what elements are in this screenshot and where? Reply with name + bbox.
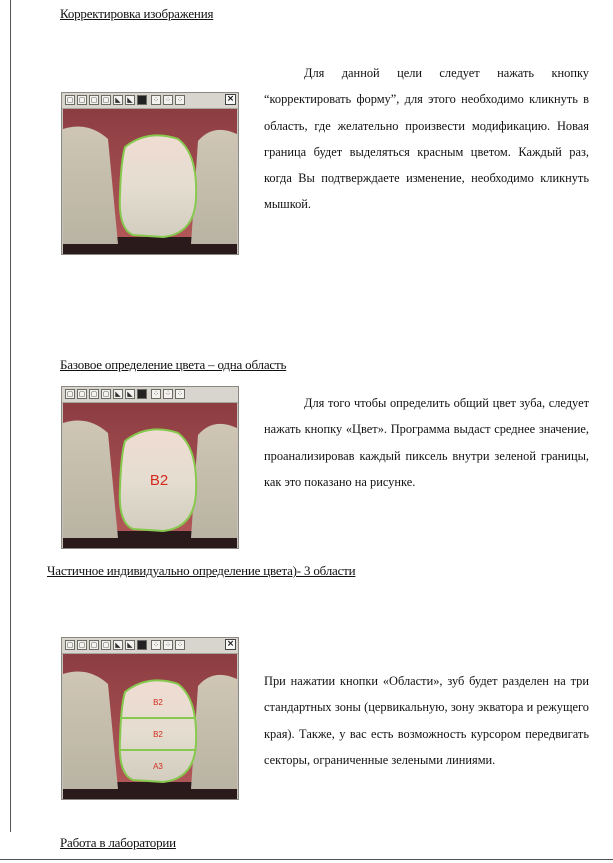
dots-icon[interactable]: ⁘: [175, 95, 185, 105]
black-square-icon[interactable]: [137, 640, 147, 650]
tooth-icon[interactable]: ▢: [78, 390, 86, 398]
paragraph-base-color: Для того чтобы определить общий цвет зуба, следует нажать кнопку «Цвет». Программа выдаст среднее значение, проанализировав каждый пиксель внутри зеленой границы, как это показано на рисунке.: [264, 396, 589, 489]
heading-base-color: Базовое определение цвета – одна область: [60, 357, 287, 372]
tooth-icon[interactable]: ▢: [78, 96, 86, 104]
tooth-icon[interactable]: ▢: [90, 390, 98, 398]
screenshot-three-zones: [61, 637, 239, 800]
dots-icon[interactable]: ⁘: [163, 389, 173, 399]
paragraph-partial-color: При нажатии кнопки «Области», зуб будет разделен на три стандартных зоны (цервикальную, зону экватора и режущего края). Также, у вас есть возможность курсором передвигать секторы, ограниченные зелеными линиями.: [264, 674, 589, 767]
chart-icon[interactable]: ◣: [113, 95, 123, 105]
close-icon[interactable]: ×: [226, 94, 235, 104]
screenshot-base-color: [61, 386, 239, 549]
screenshot-correction: [61, 92, 239, 255]
dots-icon[interactable]: ⁘: [163, 640, 173, 650]
black-square-icon[interactable]: [137, 95, 147, 105]
tooth-photo: [63, 403, 237, 548]
dots-icon[interactable]: ⁘: [163, 95, 173, 105]
tooth-icon[interactable]: ▢: [102, 641, 110, 649]
tooth-icon[interactable]: ▢: [78, 641, 86, 649]
tooth-icon[interactable]: ▢: [66, 641, 74, 649]
page-margin-line: [10, 0, 11, 832]
tooth-icon[interactable]: ▢: [102, 390, 110, 398]
zone-label-cervical: B2: [153, 698, 163, 707]
chart-icon[interactable]: ◣: [125, 389, 135, 399]
dots-icon[interactable]: ⁘: [151, 640, 161, 650]
close-icon[interactable]: ×: [226, 639, 235, 649]
heading-lab-work: Работа в лаборатории: [60, 835, 176, 850]
chart-icon[interactable]: ◣: [113, 640, 123, 650]
tooth-icon[interactable]: ▢: [90, 96, 98, 104]
heading-image-correction: Корректировка изображения: [60, 6, 214, 21]
tooth-icon[interactable]: ▢: [102, 96, 110, 104]
dots-icon[interactable]: ⁘: [175, 640, 185, 650]
chart-icon[interactable]: ◣: [125, 640, 135, 650]
tooth-icon[interactable]: ▢: [66, 96, 74, 104]
toolbar: [62, 93, 238, 109]
chart-icon[interactable]: ◣: [125, 95, 135, 105]
dots-icon[interactable]: ⁘: [151, 95, 161, 105]
page-bottom-line: [0, 859, 613, 860]
chart-icon[interactable]: ◣: [113, 389, 123, 399]
tooth-icon[interactable]: ▢: [66, 390, 74, 398]
toolbar: [62, 638, 238, 654]
dots-icon[interactable]: ⁘: [151, 389, 161, 399]
zone-label-incisal: A3: [153, 762, 163, 771]
shade-label: B2: [149, 472, 169, 489]
zone-label-equator: B2: [153, 730, 163, 739]
tooth-photo: [63, 654, 237, 799]
heading-partial-color: Частичное индивидуально определение цвета)- 3 области: [47, 563, 356, 578]
tooth-photo: [63, 109, 237, 254]
dots-icon[interactable]: ⁘: [175, 389, 185, 399]
tooth-icon[interactable]: ▢: [90, 641, 98, 649]
paragraph-image-correction: Для данной цели следует нажать кнопку “корректировать форму”, для этого необходимо кликнуть в область, где желательно произвести модификацию. Новая граница будет выделяться красным цветом. Каждый раз, когда Вы подтверждаете изменение, необходимо кликнуть мышкой.: [264, 66, 589, 212]
black-square-icon[interactable]: [137, 389, 147, 399]
toolbar: [62, 387, 238, 403]
